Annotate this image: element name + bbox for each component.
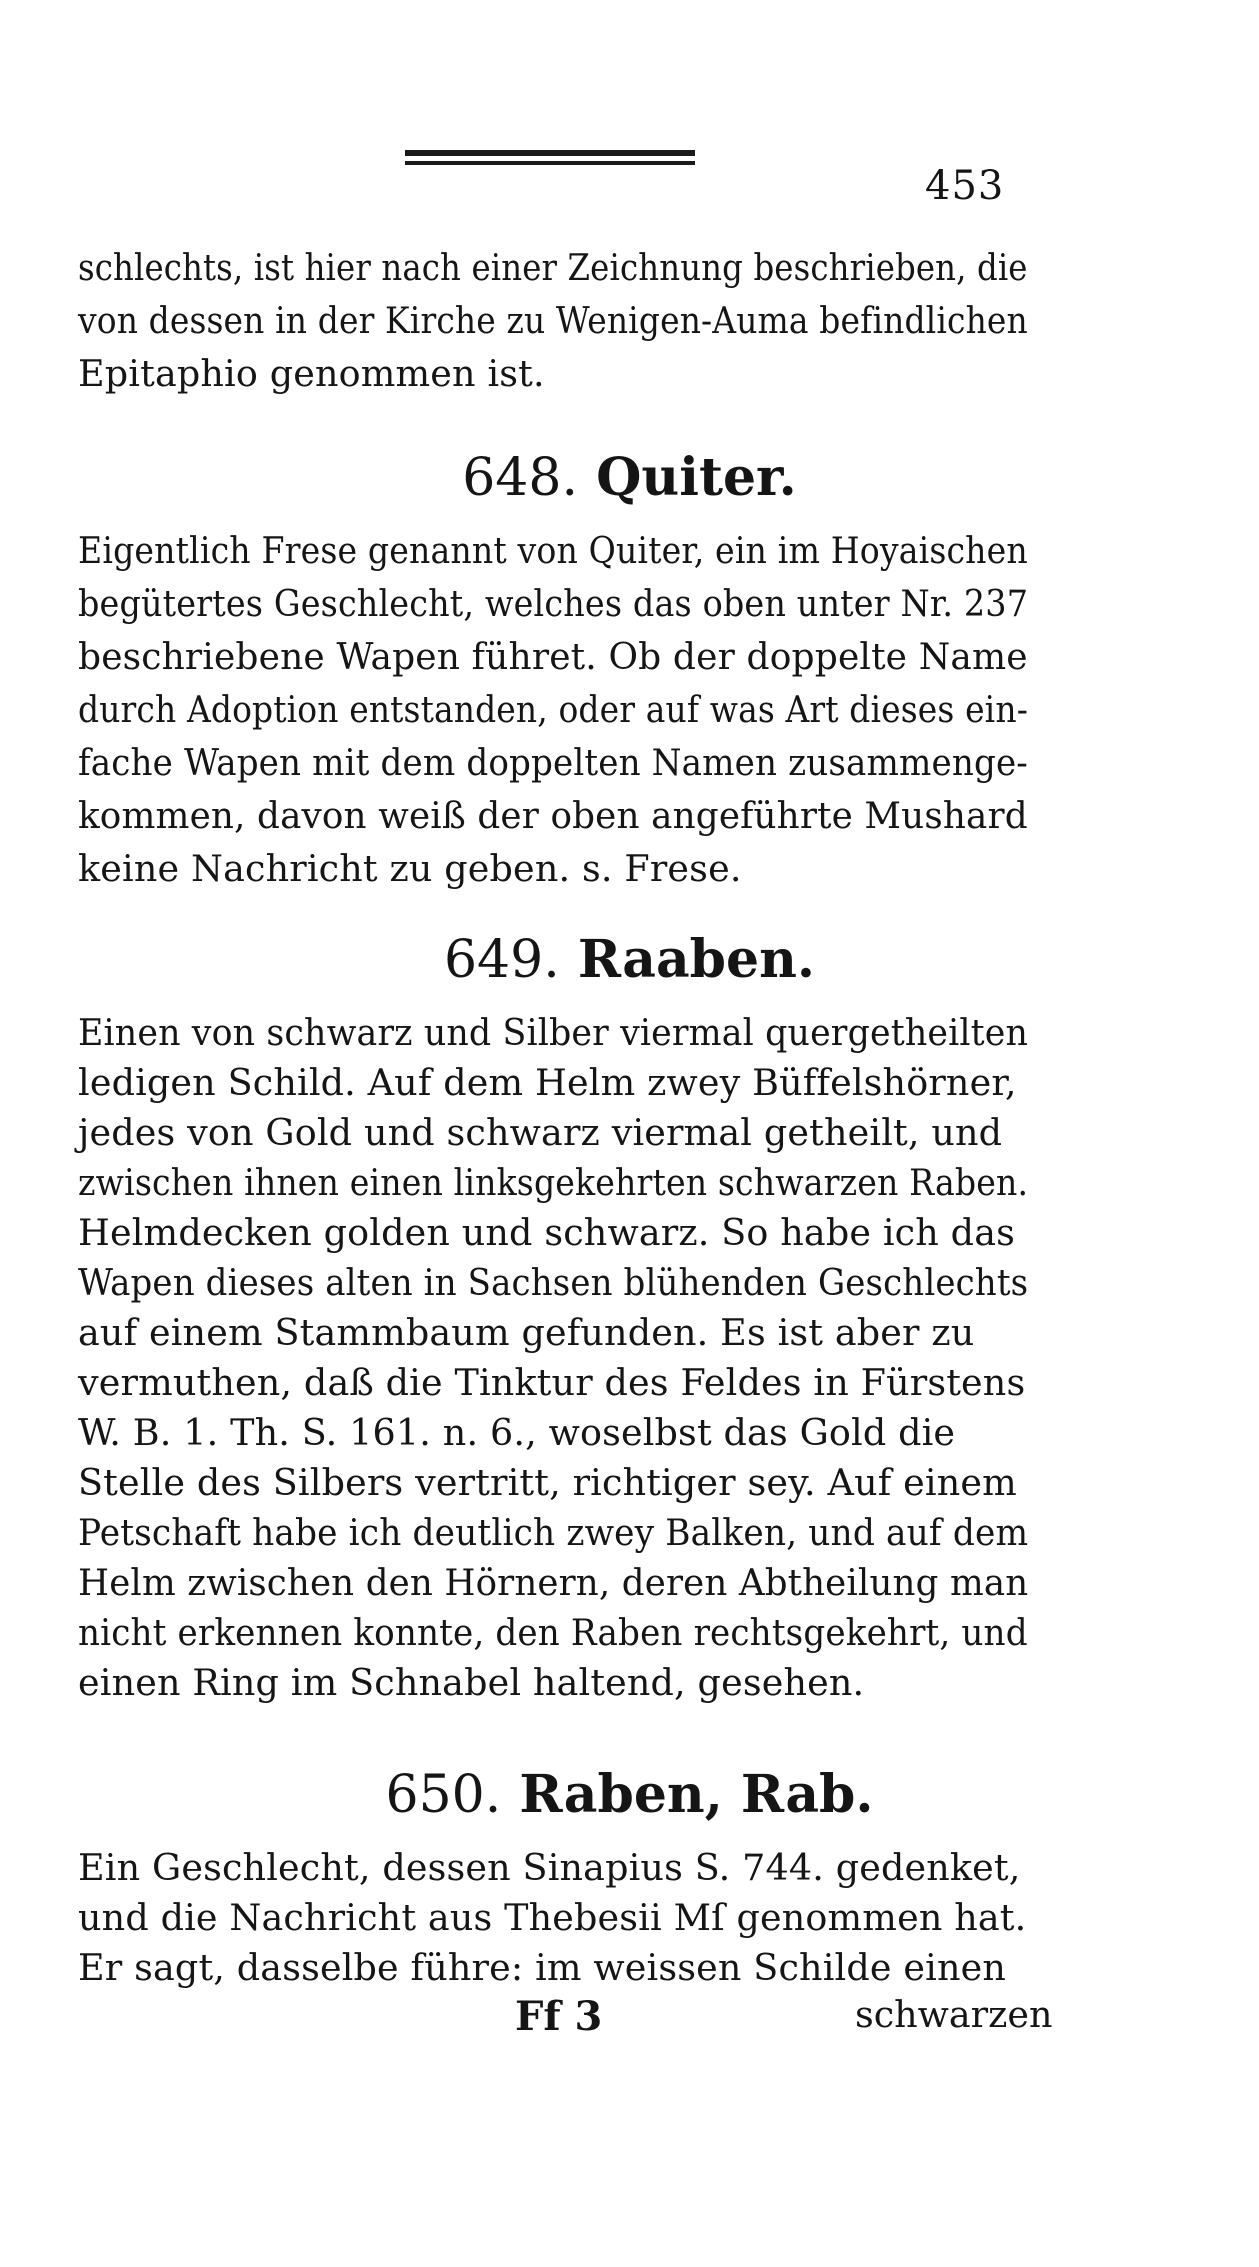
catchword: schwarzen (855, 1993, 1053, 2036)
body-line: nicht erkennen konnte, den Raben rechtsgekehrt, und (78, 1611, 1028, 1654)
body-line: Ein Geschlecht, dessen Sinapius S. 744. gedenket, (78, 1846, 1021, 1889)
body-line: keine Nachricht zu geben. s. Frese. (78, 847, 742, 890)
body-line: durch Adoption entstanden, oder auf was Art dieses ein- (78, 688, 1028, 731)
body-line: beschriebene Wapen führet. Ob der doppelte Name (78, 635, 1028, 678)
body-line: Einen von schwarz und Silber viermal quergetheilten (78, 1011, 1029, 1054)
body-line: Helmdecken golden und schwarz. So habe ich das (78, 1211, 1015, 1254)
header-rule-line (405, 150, 695, 156)
body-line: von dessen in der Kirche zu Wenigen-Auma befindlichen (78, 299, 1028, 342)
section-heading (0, 1765, 1259, 1825)
body-line: Petschaft habe ich deutlich zwey Balken, und auf dem (78, 1511, 1029, 1554)
section-title: Quiter. (596, 447, 797, 508)
body-line: ledigen Schild. Auf dem Helm zwey Büffelshörner, (78, 1061, 1017, 1104)
body-line: begütertes Geschlecht, welches das oben unter Nr. 237 (78, 582, 1029, 625)
body-line: jedes von Gold und schwarz viermal getheilt, und (78, 1111, 1003, 1154)
body-line: W. B. 1. Th. S. 161. n. 6., woselbst das Gold die (78, 1411, 956, 1454)
body-line: Helm zwischen den Hörnern, deren Abtheilung man (78, 1561, 1029, 1604)
body-line: vermuthen, daß die Tinktur des Feldes in Fürstens (78, 1361, 1026, 1404)
section-heading (0, 930, 1259, 990)
body-line: schlechts, ist hier nach einer Zeichnung beschrieben, die (78, 246, 1028, 289)
body-line: zwischen ihnen einen linksgekehrten schwarzen Raben. (78, 1161, 1029, 1204)
section-number: 649. (443, 930, 560, 990)
section-title: Raaben. (577, 929, 816, 990)
page-number: 453 (925, 163, 1005, 209)
body-line: Eigentlich Frese genannt von Quiter, ein im Hoyaischen (78, 529, 1028, 572)
section-heading (0, 448, 1259, 508)
section-number: 650. (385, 1765, 502, 1825)
header-rule-line (405, 161, 695, 165)
signature-mark: Ff 3 (515, 1993, 603, 2040)
body-line: fache Wapen mit dem doppelten Namen zusammenge- (78, 741, 1028, 784)
section-title: Raben, Rab. (519, 1764, 874, 1825)
body-line: kommen, davon weiß der oben angeführte Mushard (78, 794, 1028, 837)
body-line: Er sagt, dasselbe führe: im weissen Schilde einen (78, 1946, 1007, 1989)
body-line: Stelle des Silbers vertritt, richtiger sey. Auf einem (78, 1461, 1017, 1504)
body-line: Wapen dieses alten in Sachsen blühenden Geschlechts (78, 1261, 1029, 1304)
body-line: auf einem Stammbaum gefunden. Es ist aber zu (78, 1311, 975, 1354)
body-line: und die Nachricht aus Thebesii Mſ genommen hat. (78, 1896, 1027, 1939)
header-rule (405, 150, 695, 170)
body-line: Epitaphio genommen ist. (78, 352, 545, 395)
body-line: einen Ring im Schnabel haltend, gesehen. (78, 1661, 865, 1704)
section-number: 648. (462, 448, 578, 508)
